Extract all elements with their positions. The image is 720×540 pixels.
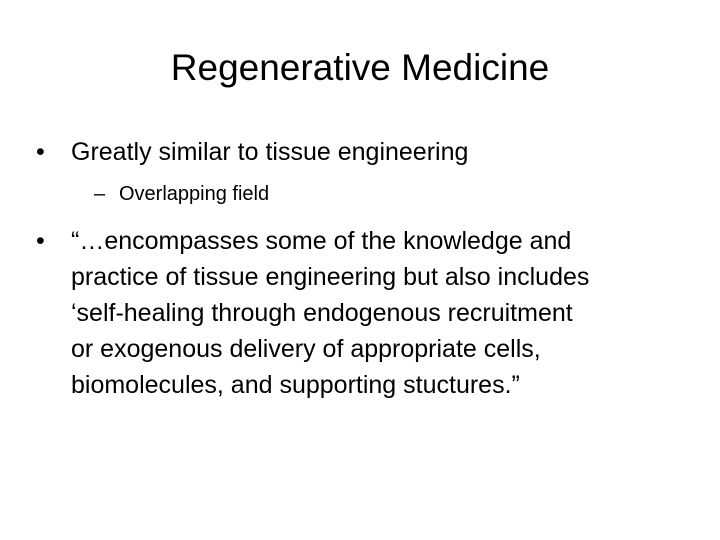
dash-marker: – [94, 183, 106, 205]
bullet-text: Greatly similar to tissue engineering [71, 138, 469, 166]
bullet-marker: • [36, 227, 45, 255]
bullet-item [36, 134, 696, 170]
quote-line: or exogenous delivery of appropriate cells, [71, 335, 541, 363]
quote-line: ‘self-healing through endogenous recruitment [71, 299, 573, 327]
bullet-marker: • [36, 138, 45, 166]
quote-line: biomolecules, and supporting stuctures.” [71, 371, 520, 399]
slide-title: Regenerative Medicine [170, 47, 550, 88]
sub-bullet-text: Overlapping field [119, 183, 270, 205]
quote-line: practice of tissue engineering but also includes [71, 263, 590, 291]
bullet-item [36, 223, 696, 403]
quote-line: “…encompasses some of the knowledge and [71, 227, 572, 255]
bullet-list [36, 134, 696, 403]
sub-bullet-item [36, 179, 696, 209]
